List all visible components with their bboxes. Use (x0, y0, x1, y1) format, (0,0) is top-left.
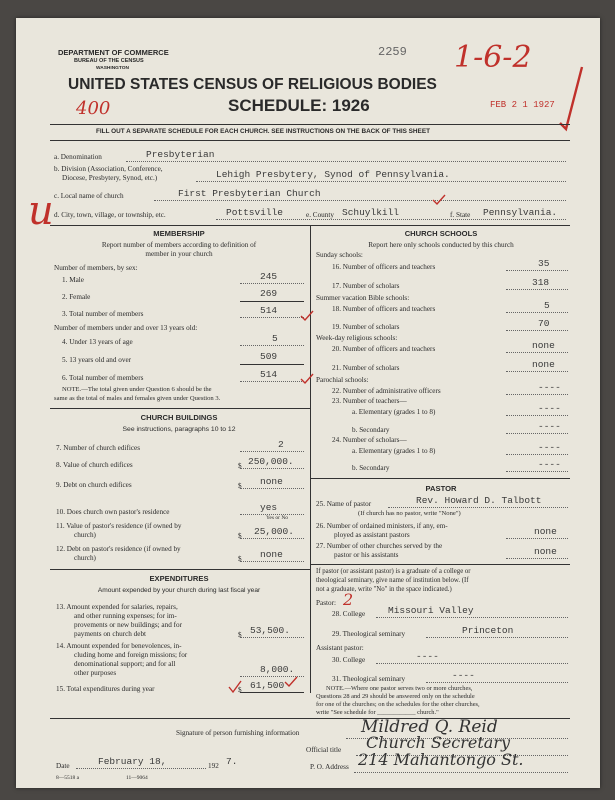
fill-line (240, 301, 304, 302)
handwritten-code: 400 (76, 98, 111, 119)
fill-line (506, 415, 568, 416)
schools-intro: Report here only schools conducted by this church (368, 241, 514, 249)
q31-label: 31. Theological seminary (332, 675, 406, 683)
q26-value: none (534, 526, 557, 537)
divider (50, 140, 570, 141)
official-title-value: Church Secretary (366, 733, 511, 752)
fill-line (240, 468, 304, 469)
q25-value: Rev. Howard D. Talbott (416, 495, 542, 506)
members-by-sex-label: Number of members, by sex: (54, 264, 138, 272)
stamp-number: 2259 (378, 45, 407, 59)
bureau-label: BUREAU OF THE CENSUS (74, 58, 144, 64)
q14-label-4: other purposes (74, 669, 117, 677)
assistant-pastor-subhead: Assistant pastor: (316, 644, 364, 652)
q21-value: none (532, 359, 555, 370)
checkmark-icon (228, 680, 242, 694)
expenditures-title: EXPENDITURES (149, 574, 209, 583)
q14-label-2: cluding home and foreign missions; for (74, 651, 188, 659)
q22-value: ---- (538, 382, 561, 393)
q9-value: none (260, 476, 283, 487)
fill-line (506, 433, 568, 434)
fill-line (240, 317, 304, 318)
fill-line (240, 345, 304, 346)
pastor-note-2: Questions 28 and 29 should be answered only on the schedule (316, 693, 475, 700)
official-title-label: Official title (306, 746, 342, 754)
q23a-label: a. Elementary (grades 1 to 8) (352, 408, 436, 416)
fill-line (76, 768, 206, 769)
q12-value: none (260, 549, 283, 560)
state-label: f. State (450, 211, 471, 219)
fill-line (506, 312, 568, 313)
fill-line (240, 283, 304, 284)
q27-label: 27. Number of other churches served by the (316, 542, 443, 550)
q11-value: 25,000. (254, 526, 294, 537)
q3-value: 514 (260, 305, 278, 316)
q24a-value: ---- (538, 442, 561, 453)
q29-value: Princeton (462, 625, 514, 636)
divider (50, 124, 570, 125)
divider (50, 569, 310, 570)
graduate-instruction-3: not a graduate, write "No" in the space indicated.) (316, 586, 452, 593)
q5-value: 509 (260, 351, 278, 362)
q30-value: ---- (416, 651, 439, 662)
column-divider (310, 225, 311, 693)
q13-label-3: provements or new buildings; and for (74, 621, 182, 629)
q7-label: 7. Number of church edifices (56, 444, 141, 452)
pastor-mark: 2 (343, 590, 354, 609)
fill-line (240, 637, 304, 638)
q25-label: 25. Name of pastor (316, 500, 372, 508)
q13-value: 53,500. (250, 625, 290, 636)
dollar-sign: $ (238, 482, 242, 490)
q12-label: 12. Debt on pastor's residence (if owned by (56, 545, 181, 553)
fill-line (506, 352, 568, 353)
q11-label-2: church) (74, 531, 96, 539)
denomination-label: a. Denomination (54, 153, 102, 161)
fill-line (506, 538, 568, 539)
fill-line (426, 637, 568, 638)
q7-value: 2 (278, 439, 284, 450)
q2-label: 2. Female (62, 293, 91, 301)
address-value: 214 Mahantongo St. (358, 750, 524, 769)
q3-label: 3. Total number of members (62, 310, 144, 318)
q25-hint: (If church has no pastor, write "None") (358, 510, 461, 517)
q4-value: 5 (272, 333, 278, 344)
city-value: Pottsville (226, 207, 284, 218)
church-name-label: c. Local name of church (54, 192, 124, 200)
sunday-schools-label: Sunday schools: (316, 251, 363, 259)
q4-label: 4. Under 13 years of age (62, 338, 133, 346)
signature-value: Mildred Q. Reid (361, 717, 498, 737)
membership-note: NOTE.—The total given under Question 6 should be the (62, 386, 212, 393)
fill-line (240, 381, 304, 382)
fill-line (506, 371, 568, 372)
county-value: Schuylkill (342, 207, 400, 218)
q23b-value: ---- (538, 421, 561, 432)
form-code: 8—5518 a (56, 775, 80, 781)
q19-value: 70 (538, 318, 550, 329)
q9-label: 9. Debt on church edifices (56, 481, 132, 489)
q8-label: 8. Value of church edifices (56, 461, 133, 469)
signature-label: Signature of person furnishing information (176, 729, 300, 737)
graduate-instruction: If pastor (or assistant pastor) is a graduate of a college or (316, 568, 471, 575)
graduate-instruction-2: theological seminary, give name of institution below. (If (316, 577, 469, 584)
division-label-2: Diocese, Presbytery, Synod, etc.) (62, 174, 158, 182)
q28-value: Missouri Valley (388, 605, 474, 616)
q21-label: 21. Number of scholars (332, 364, 400, 372)
q8-value: 250,000. (248, 456, 294, 467)
fill-line (388, 507, 568, 508)
city-label: WASHINGTON (96, 66, 129, 71)
state-value: Pennsylvania. (483, 207, 558, 218)
buildings-intro: See instructions, paragraphs 10 to 12 (122, 426, 236, 433)
fill-line (240, 451, 304, 452)
q24a-label: a. Elementary (grades 1 to 8) (352, 447, 436, 455)
fill-line (240, 692, 304, 693)
received-date-stamp: FEB 2 1 1927 (490, 100, 555, 110)
q29-label: 29. Theological seminary (332, 630, 406, 638)
q31-value: ---- (452, 670, 475, 681)
checkmark-icon (300, 373, 314, 385)
q12-label-2: church) (74, 554, 96, 562)
year-prefix: 192 (208, 762, 219, 770)
q18-label: 18. Number of officers and teachers (332, 305, 436, 313)
fill-line (240, 538, 304, 539)
q16-value: 35 (538, 258, 550, 269)
fill-line (506, 454, 568, 455)
document-title: UNITED STATES CENSUS OF RELIGIOUS BODIES (68, 76, 437, 93)
q13-label-4: payments on church debt (74, 630, 147, 638)
q10-hint: Yes or No (266, 515, 289, 521)
membership-title: MEMBERSHIP (153, 229, 205, 238)
q26-label: 26. Number of ordained ministers, if any, em- (316, 522, 448, 530)
dollar-sign: $ (238, 555, 242, 563)
q1-value: 245 (260, 271, 278, 282)
q5-label: 5. 13 years old and over (62, 356, 132, 364)
handwritten-reference: 1-6-2 (454, 40, 532, 75)
q14-label: 14. Amount expended for benevolences, in- (56, 642, 182, 650)
membership-intro: Report number of members according to definition of (101, 241, 257, 249)
q26-label-2: ployed as assistant pastors (334, 531, 410, 539)
fill-line (506, 558, 568, 559)
dollar-sign: $ (238, 532, 242, 540)
fill-line (506, 471, 568, 472)
divider (310, 564, 570, 565)
fill-line (240, 364, 304, 365)
denomination-value: Presbyterian (146, 149, 215, 160)
date-label: Date (56, 762, 70, 770)
pastor-note-3: for one of the churches; on the schedules for the other churches, (316, 701, 480, 708)
fill-line (354, 772, 568, 773)
q24-label: 24. Number of scholars— (332, 436, 407, 444)
fill-line (216, 219, 566, 220)
q27-value: none (534, 546, 557, 557)
divider (310, 478, 570, 479)
buildings-title: CHURCH BUILDINGS (140, 413, 218, 422)
q16-label: 16. Number of officers and teachers (332, 263, 436, 271)
census-schedule-page (16, 18, 600, 788)
weekday-schools-label: Week-day religious schools: (316, 334, 398, 342)
q27-label-2: pastor or his assistants (334, 551, 399, 559)
checkmark-icon (300, 310, 314, 322)
q10-value: yes (260, 502, 278, 513)
q17-value: 318 (532, 277, 550, 288)
q6-label: 6. Total number of members (62, 374, 144, 382)
q14-label-3: denominational support; and for all (74, 660, 176, 668)
county-label: e. County (306, 211, 334, 219)
pastor-note-4: write "See schedule for ____________ church." (316, 709, 439, 716)
dollar-sign: $ (238, 462, 242, 470)
dollar-sign: $ (238, 686, 242, 694)
city-label: d. City, town, village, or township, etc. (54, 211, 166, 219)
fill-line (240, 561, 304, 562)
margin-mark: u (28, 188, 54, 234)
parochial-schools-label: Parochial schools: (316, 376, 369, 384)
membership-intro-2: member in your church (145, 250, 213, 258)
membership-note-2: same as the total of males and females given under Question 3. (54, 395, 221, 402)
q13-label-2: and other running expenses; for im- (74, 612, 177, 620)
fill-line (506, 330, 568, 331)
expenditures-intro: Amount expended by your church during last fiscal year (97, 587, 261, 594)
q6-value: 514 (260, 369, 278, 380)
q23-label: 23. Number of teachers— (332, 397, 407, 405)
q13-label: 13. Amount expended for salaries, repairs, (56, 603, 178, 611)
year-suffix: 7. (226, 756, 238, 767)
fill-line (196, 181, 566, 182)
form-code-2: 11—9064 (126, 775, 148, 781)
q20-label: 20. Number of officers and teachers (332, 345, 436, 353)
dollar-sign: $ (238, 631, 242, 639)
document-subtitle: SCHEDULE: 1926 (228, 96, 370, 115)
q1-label: 1. Male (62, 276, 84, 284)
instruction-banner: FILL OUT A SEPARATE SCHEDULE FOR EACH CHURCH. SEE INSTRUCTIONS ON THE BACK OF THIS SHEET (96, 128, 430, 135)
pastor-title: PASTOR (425, 484, 457, 493)
checkmark-icon (432, 194, 446, 206)
q22-label: 22. Number of administrative officers (332, 387, 441, 395)
q18-value: 5 (544, 300, 550, 311)
division-value: Lehigh Presbytery, Synod of Pennsylvania. (216, 169, 450, 180)
q19-label: 19. Number of scholars (332, 323, 400, 331)
q10-label: 10. Does church own pastor's residence (56, 508, 170, 516)
q15-label: 15. Total expenditures during year (56, 685, 155, 693)
checkmark-icon (284, 676, 298, 688)
fill-line (240, 488, 304, 489)
fill-line (376, 663, 568, 664)
q2-value: 269 (260, 288, 278, 299)
members-by-age-label: Number of members under and over 13 years old: (54, 324, 198, 332)
date-value: February 18, (98, 756, 167, 767)
q24b-value: ---- (538, 459, 561, 470)
fill-line (506, 394, 568, 395)
q23b-label: b. Secondary (352, 426, 390, 434)
schools-title: CHURCH SCHOOLS (404, 229, 478, 238)
fill-line (376, 617, 568, 618)
q14-value: 8,000. (260, 664, 295, 675)
fill-line (126, 161, 566, 162)
church-name-value: First Presbyterian Church (178, 188, 321, 199)
q23a-value: ---- (538, 403, 561, 414)
summer-schools-label: Summer vacation Bible schools: (316, 294, 410, 302)
department-label: DEPARTMENT OF COMMERCE (58, 48, 169, 57)
checkmark-icon (556, 63, 586, 133)
fill-line (426, 682, 568, 683)
q30-label: 30. College (332, 656, 366, 664)
divider (50, 408, 310, 409)
pastor-subhead: Pastor: (316, 599, 336, 607)
fill-line (506, 289, 568, 290)
q24b-label: b. Secondary (352, 464, 390, 472)
q17-label: 17. Number of scholars (332, 282, 400, 290)
q20-value: none (532, 340, 555, 351)
address-label: P. O. Address (310, 763, 349, 771)
q28-label: 28. College (332, 610, 366, 618)
fill-line (506, 270, 568, 271)
pastor-note: NOTE.—Where one pastor serves two or more churches, (326, 685, 473, 692)
q15-value: 61,500 (250, 680, 285, 691)
fill-line (154, 200, 566, 201)
q11-label: 11. Value of pastor's residence (if owned by (56, 522, 182, 530)
division-label: b. Division (Association, Conference, (54, 165, 163, 173)
